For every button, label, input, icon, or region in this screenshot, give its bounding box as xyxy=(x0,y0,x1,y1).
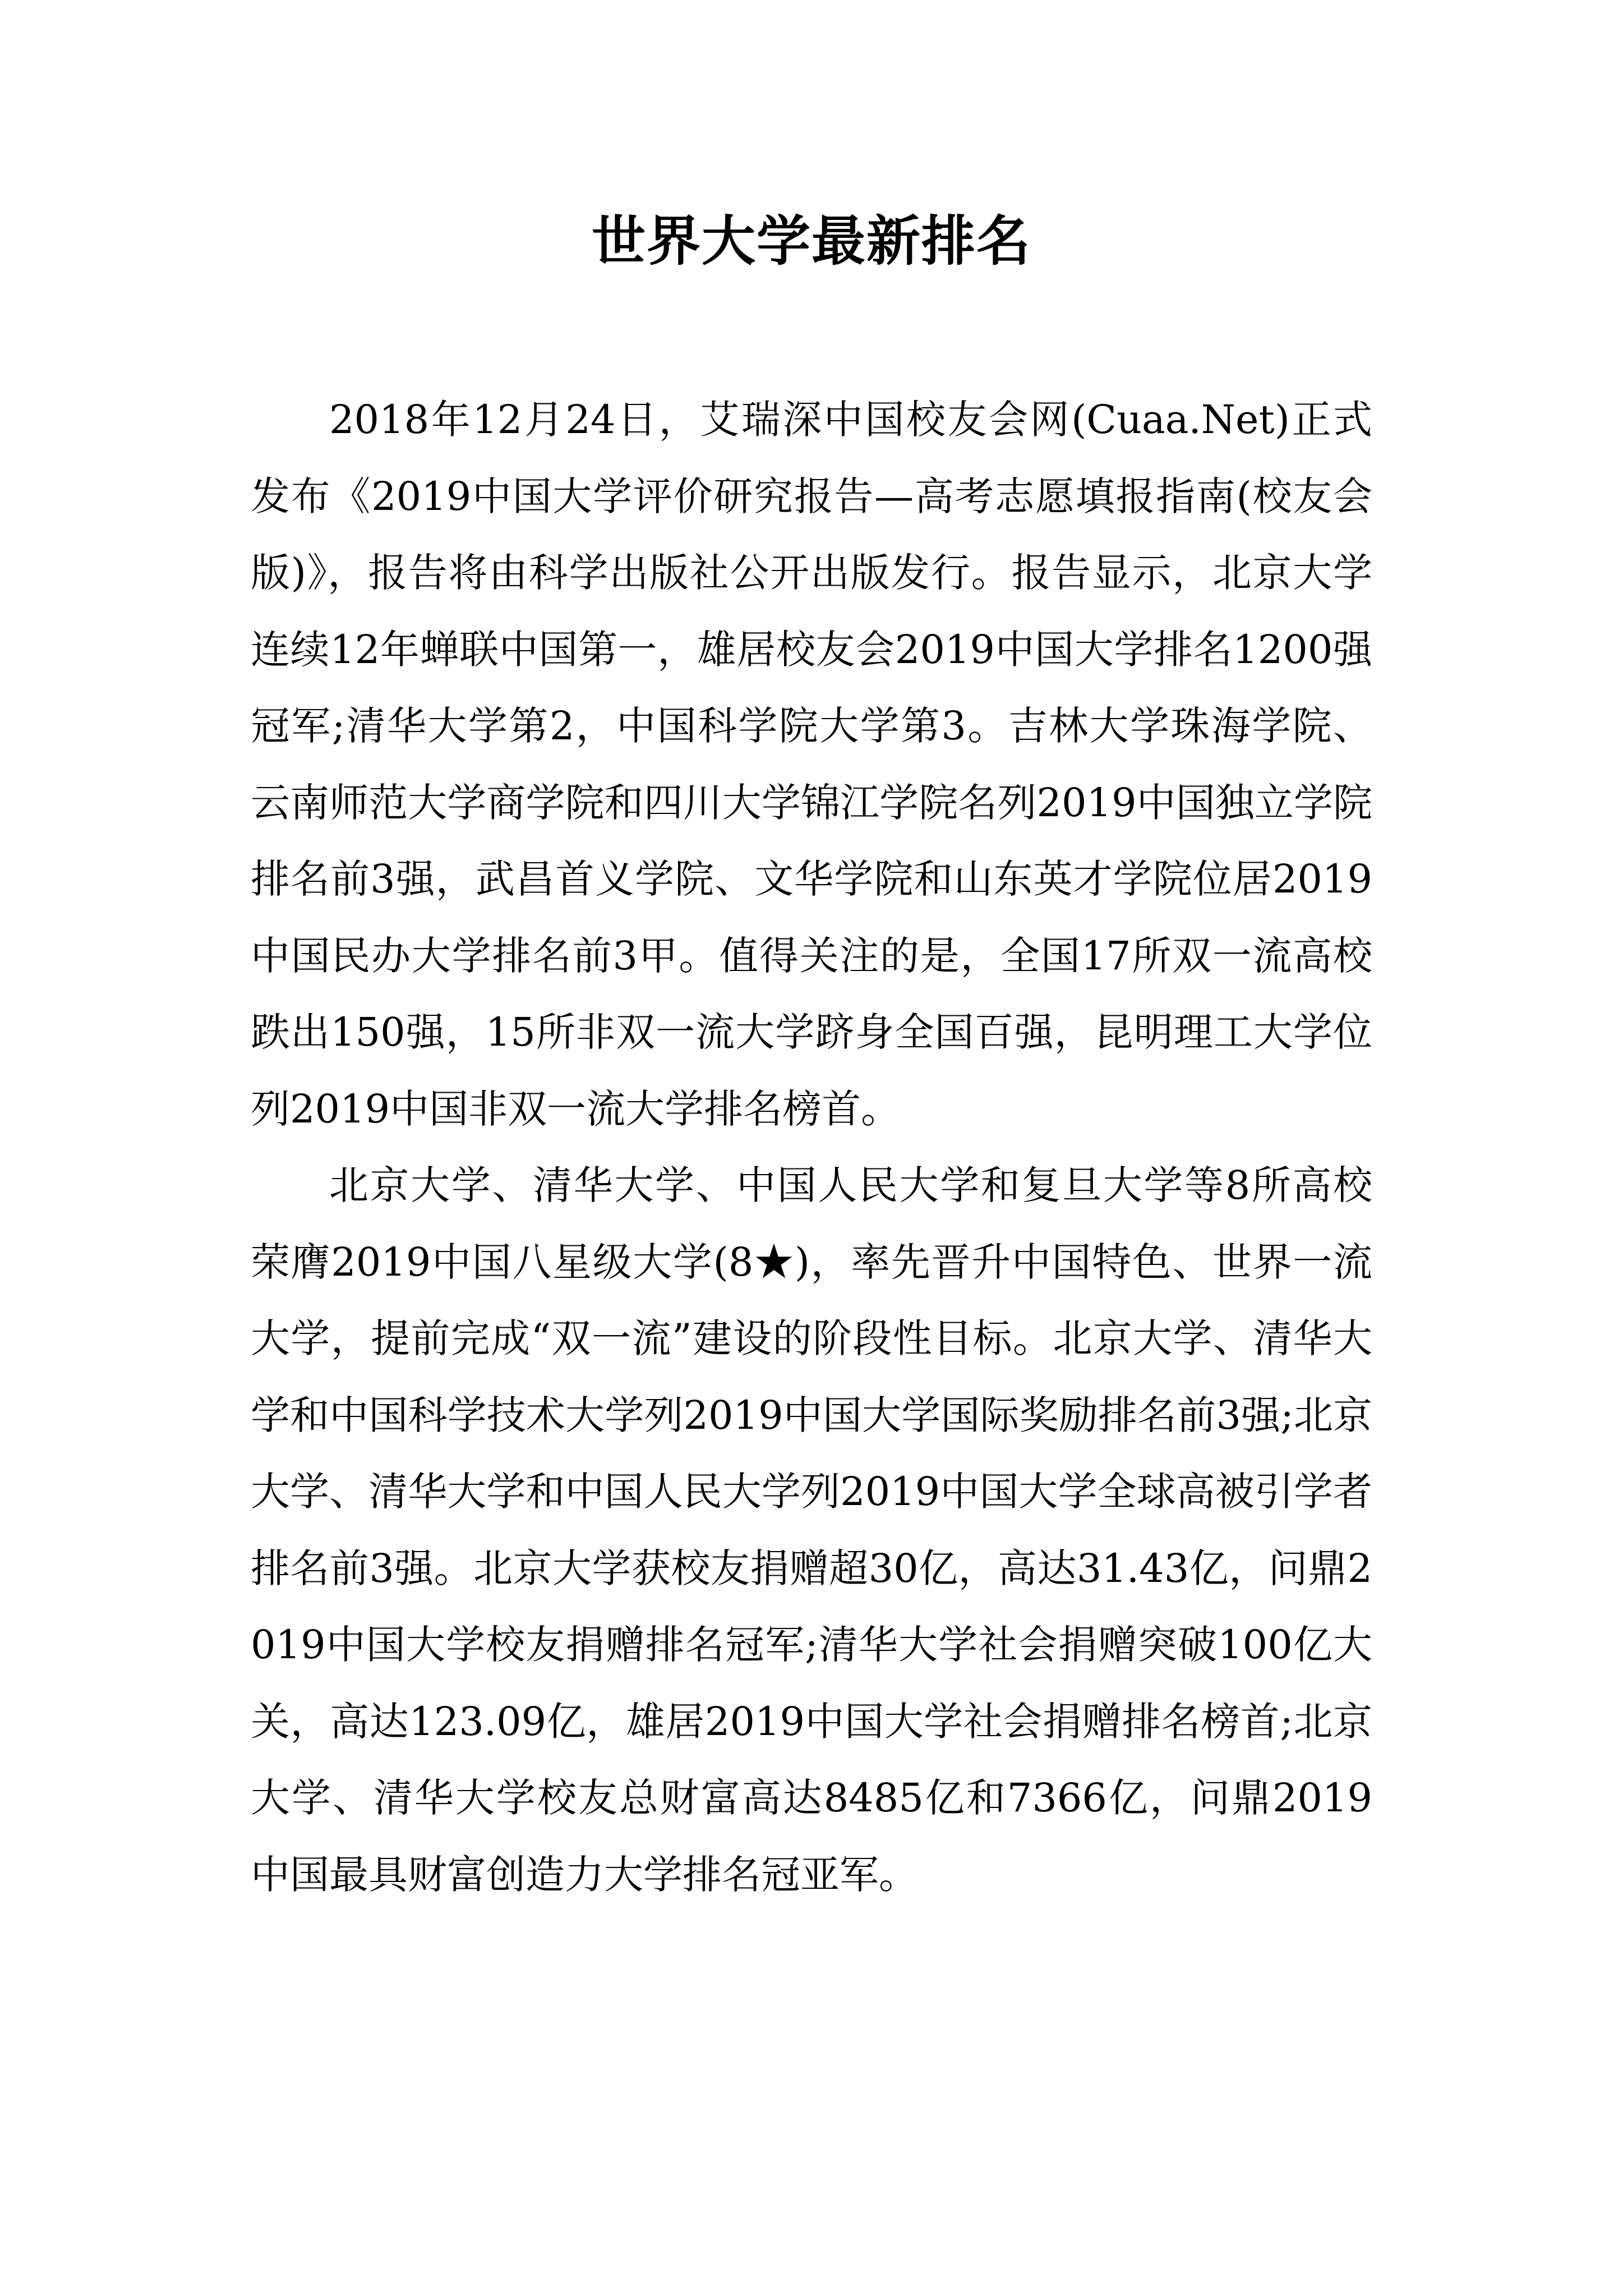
paragraph-2: 北京大学、清华大学、中国人民大学和复旦大学等8所高校荣膺2019中国八星级大学(8★)，率先晋升中国特色、世界一流大学，提前完成“双一流”建设的阶段性目标。北京大学、清华大学和中国科学技术大学列2019中国大学国际奖励排名前3强;北京大学、清华大学和中国人民大学列2019中国大学全球高被引学者排名前3强。北京大学获校友捐赠超30亿，高达31.43亿，问鼎2019中国大学校友捐赠排名冠军;清华大学社会捐赠突破100亿大关，高达123.09亿，雄居2019中国大学社会捐赠排名榜首;北京大学、清华大学校友总财富高达8485亿和7366亿，问鼎2019中国最具财富创造力大学排名冠亚军。 xyxy=(251,1162,1372,1898)
paragraph-1: 2018年12月24日，艾瑞深中国校友会网(Cuaa.Net)正式发布《2019中国大学评价研究报告—高考志愿填报指南(校友会版)》，报告将由科学出版社公开出版发行。报告显示，北京大学连续12年蝉联中国第一，雄居校友会2019中国大学排名1200强冠军;清华大学第2，中国科学院大学第3。吉林大学珠海学院、云南师范大学商学院和四川大学锦江学院名列2019中国独立学院排名前3强，武昌首义学院、文华学院和山东英才学院位居2019中国民办大学排名前3甲。值得关注的是，全国17所双一流高校跌出150强，15所非双一流大学跻身全国百强，昆明理工大学位列2019中国非双一流大学排名榜首。 xyxy=(251,397,1372,1132)
document-body xyxy=(251,381,1372,1913)
page-title: 世界大学最新排名 xyxy=(592,209,1031,273)
